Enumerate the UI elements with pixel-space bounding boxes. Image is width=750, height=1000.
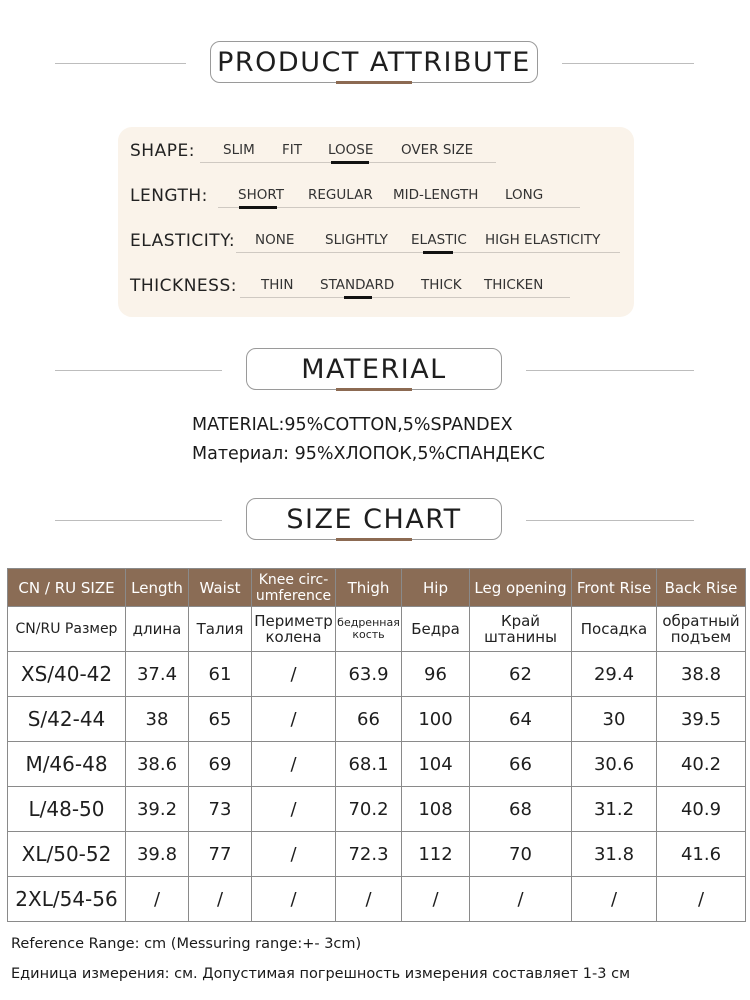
- attribute-option-selected: SHORT: [238, 187, 284, 203]
- attribute-label: THICKNESS:: [130, 276, 237, 296]
- attribute-row-length: [118, 172, 634, 212]
- attribute-option: HIGH ELASTICITY: [485, 232, 601, 248]
- table-cell: 70: [470, 832, 572, 877]
- size-chart-table: [7, 568, 746, 922]
- table-header-cell: CN / RU SIZE: [8, 569, 126, 607]
- attribute-option-selected: ELASTIC: [411, 232, 467, 248]
- attribute-option: LONG: [505, 187, 544, 203]
- attribute-label: SHAPE:: [130, 141, 195, 161]
- table-cell: XL/50-52: [8, 832, 126, 877]
- table-cell: Талия: [189, 607, 252, 652]
- table-cell: 38: [126, 697, 189, 742]
- attribute-row-thickness: [118, 262, 634, 302]
- selected-underline: [331, 161, 369, 164]
- table-cell: /: [252, 652, 336, 697]
- attribute-option: OVER SIZE: [401, 142, 474, 158]
- table-cell: бедренная кость: [336, 607, 402, 652]
- table-cell: 30.6: [572, 742, 657, 787]
- attribute-option-selected: STANDARD: [320, 277, 395, 293]
- table-cell: 112: [402, 832, 470, 877]
- divider-line: [55, 370, 222, 371]
- attribute-option: NONE: [255, 232, 295, 248]
- table-header-cell: Leg opening: [470, 569, 572, 607]
- selected-underline: [344, 296, 372, 299]
- table-cell: 72.3: [336, 832, 402, 877]
- table-cell: Край штанины: [470, 607, 572, 652]
- table-header-cell: Front Rise: [572, 569, 657, 607]
- table-cell: /: [657, 877, 746, 922]
- table-cell: 77: [189, 832, 252, 877]
- table-cell: /: [572, 877, 657, 922]
- table-cell: /: [126, 877, 189, 922]
- selected-underline: [423, 251, 453, 254]
- size-chart-heading: [0, 498, 750, 544]
- table-cell: 39.8: [126, 832, 189, 877]
- material-text-ru: Материал: 95%ХЛОПОК,5%СПАНДЕКС: [192, 444, 546, 464]
- table-header-cell: Length: [126, 569, 189, 607]
- table-cell: 65: [189, 697, 252, 742]
- reference-note-ru: Единица измерения: см. Допустимая погрешность измерения составляет 1-3 см: [11, 966, 631, 982]
- attribute-option: REGULAR: [308, 187, 373, 203]
- divider-line: [562, 63, 694, 64]
- attribute-label: ELASTICITY:: [130, 231, 236, 251]
- table-cell: 96: [402, 652, 470, 697]
- table-header-cell: Back Rise: [657, 569, 746, 607]
- table-cell: 64: [470, 697, 572, 742]
- table-cell: 2XL/54-56: [8, 877, 126, 922]
- section-title: SIZE CHART: [246, 498, 502, 540]
- attribute-option: THIN: [261, 277, 294, 293]
- attribute-option: FIT: [282, 142, 302, 158]
- table-cell: 38.8: [657, 652, 746, 697]
- table-cell: /: [252, 787, 336, 832]
- table-cell: /: [189, 877, 252, 922]
- accent-bar: [336, 81, 412, 84]
- table-cell: Посадка: [572, 607, 657, 652]
- table-cell: /: [252, 877, 336, 922]
- divider-line: [55, 520, 222, 521]
- divider-line: [55, 63, 186, 64]
- table-row: [8, 742, 746, 787]
- table-cell: 40.2: [657, 742, 746, 787]
- table-cell: 40.9: [657, 787, 746, 832]
- table-cell: Бедра: [402, 607, 470, 652]
- table-header-cell: Hip: [402, 569, 470, 607]
- table-header-cell: Thigh: [336, 569, 402, 607]
- material-text-en: MATERIAL:95%COTTON,5%SPANDEX: [192, 415, 513, 435]
- table-cell: 68.1: [336, 742, 402, 787]
- table-cell: /: [336, 877, 402, 922]
- table-cell: 73: [189, 787, 252, 832]
- table-cell: M/46-48: [8, 742, 126, 787]
- table-cell: 62: [470, 652, 572, 697]
- table-cell: 68: [470, 787, 572, 832]
- table-cell: 108: [402, 787, 470, 832]
- table-cell: 37.4: [126, 652, 189, 697]
- material-heading: [0, 348, 750, 394]
- selected-underline: [239, 206, 277, 209]
- table-header-cell: Knee circ-umference: [252, 569, 336, 607]
- table-cell: 31.2: [572, 787, 657, 832]
- table-cell: /: [252, 832, 336, 877]
- attribute-row-shape: [118, 127, 634, 167]
- table-cell: 31.8: [572, 832, 657, 877]
- table-cell: 66: [470, 742, 572, 787]
- table-cell: /: [402, 877, 470, 922]
- table-cell: 39.2: [126, 787, 189, 832]
- table-cell: /: [252, 697, 336, 742]
- accent-bar: [336, 538, 412, 541]
- attribute-option: THICK: [421, 277, 462, 293]
- accent-bar: [336, 388, 412, 391]
- attribute-option: SLIM: [223, 142, 255, 158]
- table-cell: L/48-50: [8, 787, 126, 832]
- attribute-option: MID-LENGTH: [393, 187, 479, 203]
- table-cell: Периметр колена: [252, 607, 336, 652]
- table-header-row: [8, 569, 746, 607]
- attribute-label: LENGTH:: [130, 186, 208, 206]
- attribute-option: SLIGHTLY: [325, 232, 388, 248]
- table-row: [8, 877, 746, 922]
- table-cell: 66: [336, 697, 402, 742]
- divider-line: [526, 520, 694, 521]
- attribute-row-elasticity: [118, 217, 634, 257]
- table-row: [8, 787, 746, 832]
- table-row: [8, 832, 746, 877]
- table-cell: 104: [402, 742, 470, 787]
- table-cell: S/42-44: [8, 697, 126, 742]
- table-cell: /: [252, 742, 336, 787]
- table-cell: 29.4: [572, 652, 657, 697]
- attribute-option: THICKEN: [484, 277, 544, 293]
- table-row: [8, 697, 746, 742]
- table-cell: /: [470, 877, 572, 922]
- table-ru-header-row: [8, 607, 746, 652]
- section-title: MATERIAL: [246, 348, 502, 390]
- table-cell: 30: [572, 697, 657, 742]
- attribute-option-selected: LOOSE: [328, 142, 374, 158]
- table-cell: 39.5: [657, 697, 746, 742]
- table-cell: CN/RU Размер: [8, 607, 126, 652]
- divider-line: [526, 370, 694, 371]
- table-cell: 38.6: [126, 742, 189, 787]
- table-cell: XS/40-42: [8, 652, 126, 697]
- table-cell: длина: [126, 607, 189, 652]
- table-header-cell: Waist: [189, 569, 252, 607]
- table-cell: 70.2: [336, 787, 402, 832]
- table-cell: 41.6: [657, 832, 746, 877]
- table-cell: обратный подъем: [657, 607, 746, 652]
- product-attribute-heading: [0, 41, 750, 87]
- table-cell: 69: [189, 742, 252, 787]
- attribute-rule: [240, 297, 570, 298]
- table-cell: 61: [189, 652, 252, 697]
- table-row: [8, 652, 746, 697]
- table-cell: 63.9: [336, 652, 402, 697]
- table-cell: 100: [402, 697, 470, 742]
- section-title: PRODUCT ATTRIBUTE: [210, 41, 538, 83]
- reference-note: Reference Range: cm (Messuring range:+- 3cm): [11, 936, 362, 952]
- attribute-panel: [118, 127, 634, 317]
